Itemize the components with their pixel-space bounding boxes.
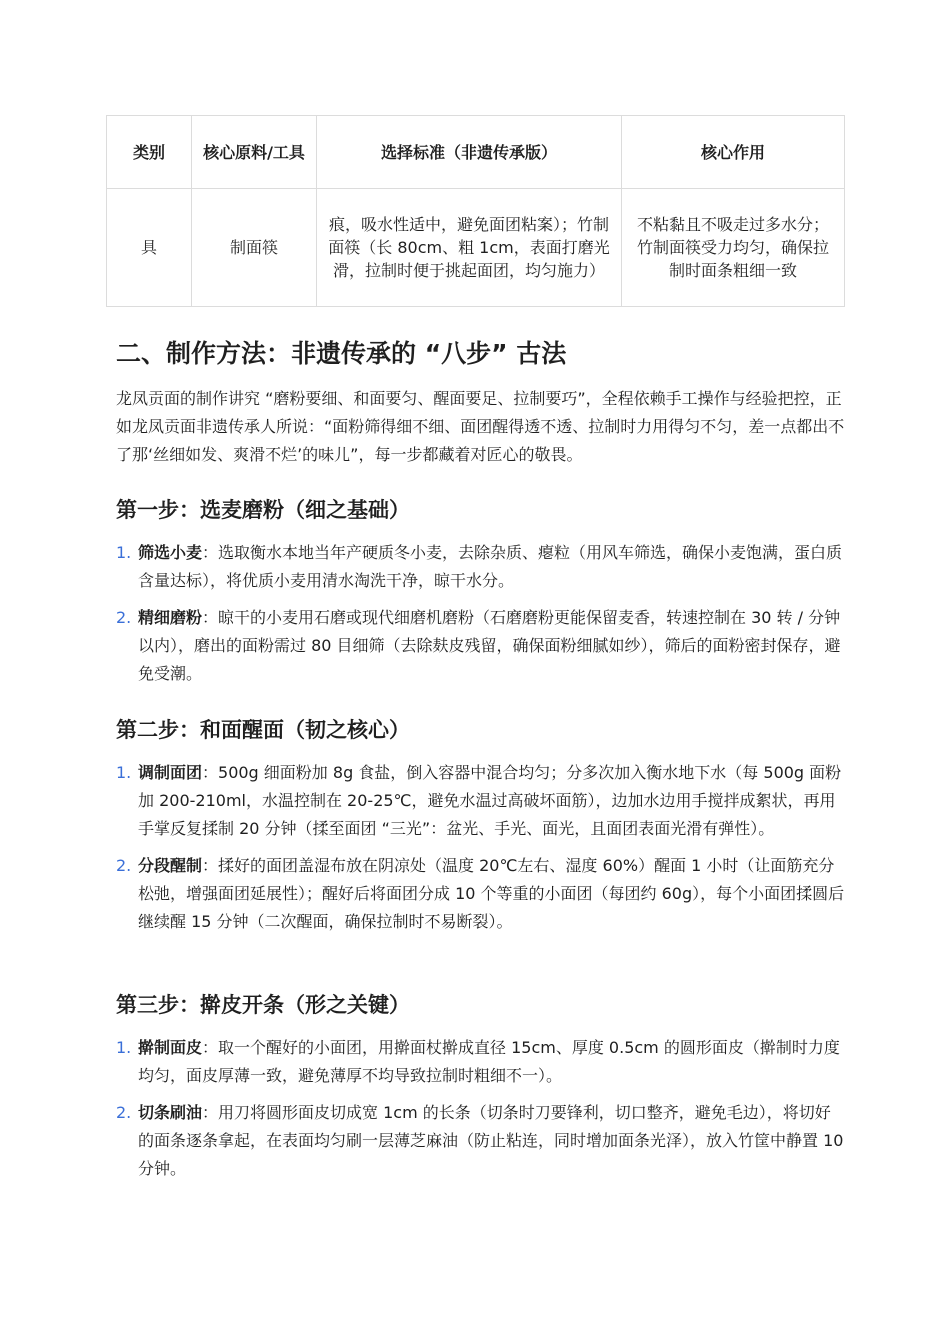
- table-cell-category: 具: [107, 189, 192, 307]
- list-item: [116, 1034, 846, 1090]
- list-term: 筛选小麦: [138, 543, 203, 562]
- table-header-cell: 核心原料/工具: [192, 116, 317, 189]
- step-list: [116, 1034, 846, 1192]
- list-text: ：选取衡水本地当年产硬质冬小麦，去除杂质、瘪粒（用风车筛选，确保小麦饱满，蛋白质含量达标），将优质小麦用清水淘洗干净，晾干水分。: [138, 543, 843, 590]
- list-item: [116, 759, 846, 843]
- section-title: 二、制作方法：非遗传承的 “八步” 古法: [116, 339, 567, 368]
- step-title: 第二步：和面醒面（韧之核心）: [116, 718, 410, 742]
- table-header-row: [107, 116, 845, 189]
- list-term: 切条刷油: [138, 1103, 203, 1122]
- step-title: 第三步：擀皮开条（形之关键）: [116, 993, 410, 1017]
- list-number: 1.: [116, 543, 132, 562]
- list-text: ：揉好的面团盖湿布放在阴凉处（温度 20℃左右、湿度 60%）醒面 1 小时（让面筋充分松弛，增强面团延展性）；醒好后将面团分成 10 个等重的小面团（每团约 60g），每个小面团揉圆后继续醒 15 分钟（二次醒面，确保拉制时不易断裂）。: [138, 856, 845, 931]
- list-term: 调制面团: [138, 763, 203, 782]
- table-header-cell: 类别: [107, 116, 192, 189]
- list-text: ：取一个醒好的小面团，用擀面杖擀成直径 15cm、厚度 0.5cm 的圆形面皮（擀制时力度均匀，面皮厚薄一致，避免薄厚不均导致拉制时粗细不一）。: [138, 1038, 840, 1085]
- step-list: [116, 539, 846, 697]
- list-text: ：晾干的小麦用石磨或现代细磨机磨粉（石磨磨粉更能保留麦香，转速控制在 30 转 / 分钟以内），磨出的面粉需过 80 目细筛（去除麸皮残留，确保面粉细腻如纱），筛后的面粉密封保存，避免受潮。: [138, 608, 841, 683]
- list-item: [116, 1099, 846, 1183]
- table-cell-role: 不粘黏且不吸走过多水分；竹制面筷受力均匀，确保拉制时面条粗细一致: [622, 189, 845, 307]
- table-cell-item: 制面筷: [192, 189, 317, 307]
- table-header-cell: 选择标准（非遗传承版）: [317, 116, 622, 189]
- table-header-cell: 核心作用: [622, 116, 845, 189]
- list-term: 分段醒制: [138, 856, 203, 875]
- list-number: 2.: [116, 1103, 132, 1122]
- list-text: ：500g 细面粉加 8g 食盐，倒入容器中混合均匀；分多次加入衡水地下水（每 500g 面粉加 200-210ml，水温控制在 20-25℃，避免水温过高破坏面筋），边加水边用手搅拌成絮状，再用手掌反复揉制 20 分钟（揉至面团 “三光”：盆光、手光、面光，且面团表面光滑有弹性）。: [138, 763, 842, 838]
- section-intro: 龙凤贡面的制作讲究 “磨粉要细、和面要匀、醒面要足、拉制要巧”，全程依赖手工操作与经验把控，正如龙凤贡面非遗传承人所说：“面粉筛得细不细、面团醒得透不透、拉制时力用得匀不匀，差一点都出不了那‘丝细如发、爽滑不烂’的味儿”，每一步都藏着对匠心的敬畏。: [116, 389, 845, 464]
- step-title: 第一步：选麦磨粉（细之基础）: [116, 498, 410, 522]
- list-text: ：用刀将圆形面皮切成宽 1cm 的长条（切条时刀要锋利，切口整齐，避免毛边），将切好的面条逐条拿起，在表面均匀刷一层薄芝麻油（防止粘连，同时增加面条光泽），放入竹筐中静置 10 分钟。: [138, 1103, 844, 1178]
- table-row: [107, 189, 845, 307]
- list-item: [116, 852, 846, 936]
- list-number: 2.: [116, 856, 132, 875]
- materials-table: [106, 115, 845, 307]
- list-number: 1.: [116, 763, 132, 782]
- list-term: 精细磨粉: [138, 608, 203, 627]
- list-term: 擀制面皮: [138, 1038, 203, 1057]
- list-item: [116, 604, 846, 688]
- list-item: [116, 539, 846, 595]
- table-cell-standard: 痕，吸水性适中，避免面团粘案）；竹制面筷（长 80cm、粗 1cm，表面打磨光滑，拉制时便于挑起面团，均匀施力）: [317, 189, 622, 307]
- list-number: 1.: [116, 1038, 132, 1057]
- list-number: 2.: [116, 608, 132, 627]
- step-list: [116, 759, 846, 945]
